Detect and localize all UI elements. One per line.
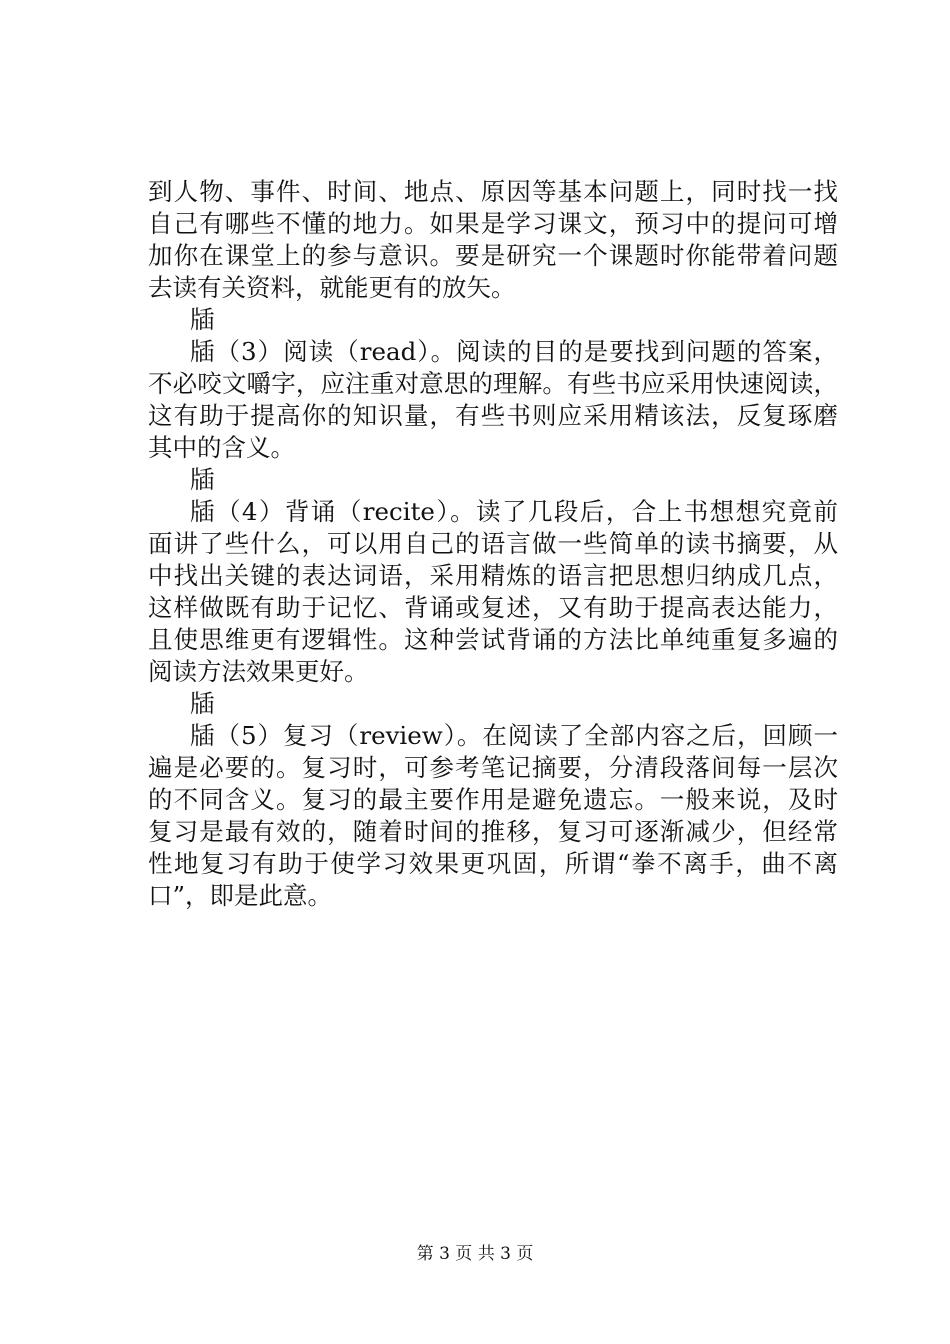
document-body	[148, 176, 838, 912]
text-line: 自己有哪些不懂的地力。如果是学习课文，预习中的提问可增	[148, 209, 838, 238]
text-line: 去读有关资料，就能更有的放矢。	[148, 273, 516, 302]
text-line: 加你在课堂上的参与意识。要是研究一个课题时你能带着问题	[148, 241, 838, 270]
text-line: 且使思维更有逻辑性。这种尝试背诵的方法比单纯重复多遍的	[148, 625, 838, 654]
text-line: 这样做既有助于记忆、背诵或复述，又有助于提高表达能力，	[148, 593, 838, 622]
page-footer: 第 3 页 共 3 页	[416, 1244, 534, 1264]
text-line: 牐（4）背诵（recite）。读了几段后，合上书想想究竟前	[190, 497, 838, 526]
text-line: 中找出关键的表达词语，采用精炼的语言把思想归纳成几点，	[148, 561, 838, 590]
text-line: 阅读方法效果更好。	[148, 657, 369, 686]
text-line: 牐（5）复习（review）。在阅读了全部内容之后，回顾一	[190, 721, 838, 750]
text-line: 这有助于提高你的知识量，有些书则应采用精该法，反复琢磨	[148, 401, 838, 430]
text-line: 遍是必要的。复习时，可参考笔记摘要，分清段落间每一层次	[148, 753, 838, 782]
text-line: 的不同含义。复习的最主要作用是避免遗忘。一般来说，及时	[148, 785, 838, 814]
text-line: 性地复习有助于使学习效果更巩固，所谓“拳不离手，曲不离	[148, 849, 838, 878]
text-line: 面讲了些什么，可以用自己的语言做一些简单的读书摘要，从	[148, 529, 838, 558]
text-line: 牐（3）阅读（read）。阅读的目的是要找到问题的答案，	[190, 337, 838, 366]
text-line: 口”，即是此意。	[148, 881, 333, 910]
text-line: 牐	[190, 465, 215, 494]
text-line: 牐	[190, 305, 215, 334]
text-line: 不必咬文嚼字，应注重对意思的理解。有些书应采用快速阅读，	[148, 369, 838, 398]
text-line: 复习是最有效的，随着时间的推移，复习可逐渐减少，但经常	[148, 817, 838, 846]
text-line: 牐	[190, 689, 215, 718]
text-line: 其中的含义。	[148, 433, 295, 462]
text-line: 到人物、事件、时间、地点、原因等基本问题上，同时找一找	[148, 177, 838, 206]
